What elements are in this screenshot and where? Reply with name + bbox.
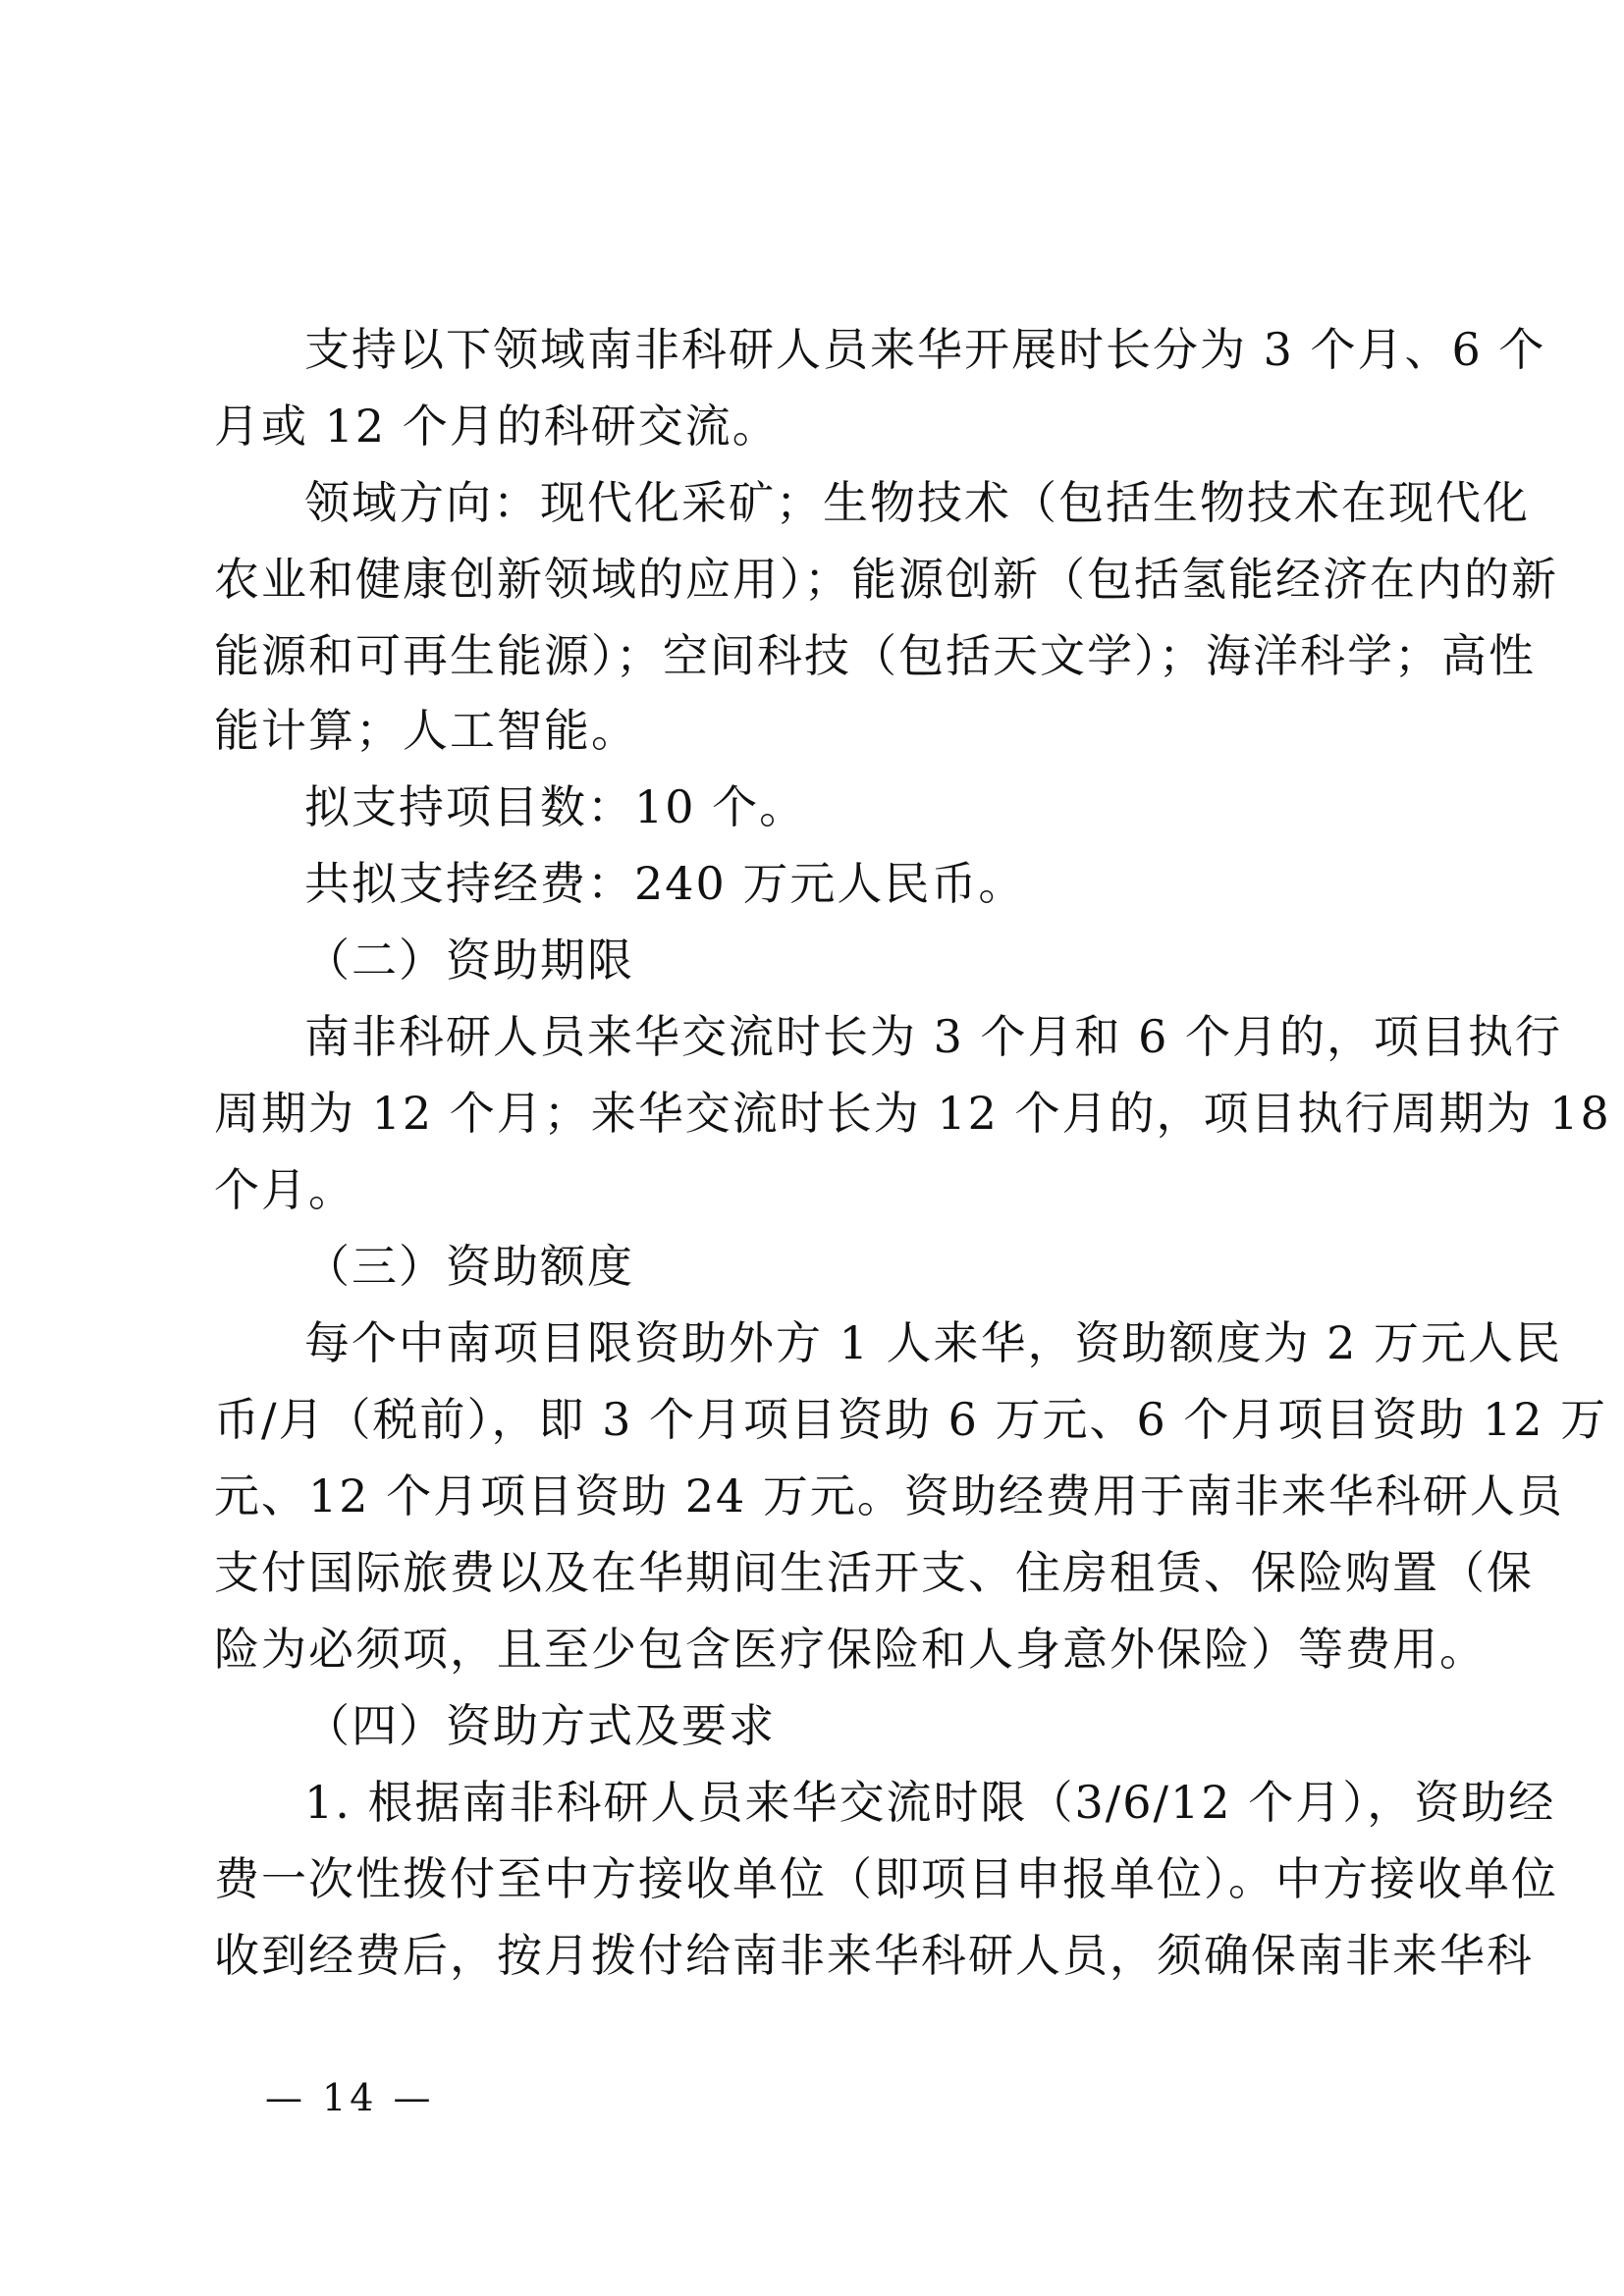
paragraph-line: 拟支持项目数：10 个。 [304,780,807,833]
paragraph-line: 币/月（税前），即 3 个月项目资助 6 万元、6 个月项目资助 12 万 [214,1393,1608,1446]
paragraph-line: 元、12 个月项目资助 24 万元。资助经费用于南非来华科研人员 [214,1469,1564,1522]
paragraph-line: 支持以下领域南非科研人员来华开展时长分为 3 个月、6 个 [304,323,1546,376]
paragraph-line: 周期为 12 个月；来华交流时长为 12 个月的，项目执行周期为 18 [214,1087,1611,1140]
paragraph-line: 费一次性拨付至中方接收单位（即项目申报单位）。中方接收单位 [214,1852,1558,1905]
paragraph-line: 领域方向：现代化采矿；生物技术（包括生物技术在现代化 [304,476,1530,529]
paragraph-line: 能计算；人工智能。 [214,704,638,757]
paragraph-line: 南非科研人员来华交流时长为 3 个月和 6 个月的，项目执行 [304,1010,1563,1063]
paragraph-line: 个月。 [214,1163,355,1216]
paragraph-line: 农业和健康创新领域的应用）；能源创新（包括氢能经济在内的新 [214,553,1558,606]
paragraph-line: 支付国际旅费以及在华期间生活开支、住房租赁、保险购置（保 [214,1546,1534,1599]
section-heading: （四）资助方式及要求 [304,1699,776,1752]
paragraph-line: 收到经费后，按月拨付给南非来华科研人员，须确保南非来华科 [214,1929,1534,1982]
section-heading: （二）资助期限 [304,934,634,987]
paragraph-line: 共拟支持经费：240 万元人民币。 [304,857,1026,910]
page-number: — 14 — [265,2076,435,2119]
paragraph-line: 月或 12 个月的科研交流。 [214,400,780,453]
paragraph-line: 能源和可再生能源）；空间科技（包括天文学）；海洋科学；高性 [214,629,1536,682]
section-heading: （三）资助额度 [304,1240,634,1293]
paragraph-line: 险为必须项，且至少包含医疗保险和人身意外保险）等费用。 [214,1623,1487,1676]
paragraph-line: 1. 根据南非科研人员来华交流时限（3/6/12 个月），资助经 [304,1776,1556,1829]
paragraph-line: 每个中南项目限资助外方 1 人来华，资助额度为 2 万元人民 [304,1316,1563,1369]
